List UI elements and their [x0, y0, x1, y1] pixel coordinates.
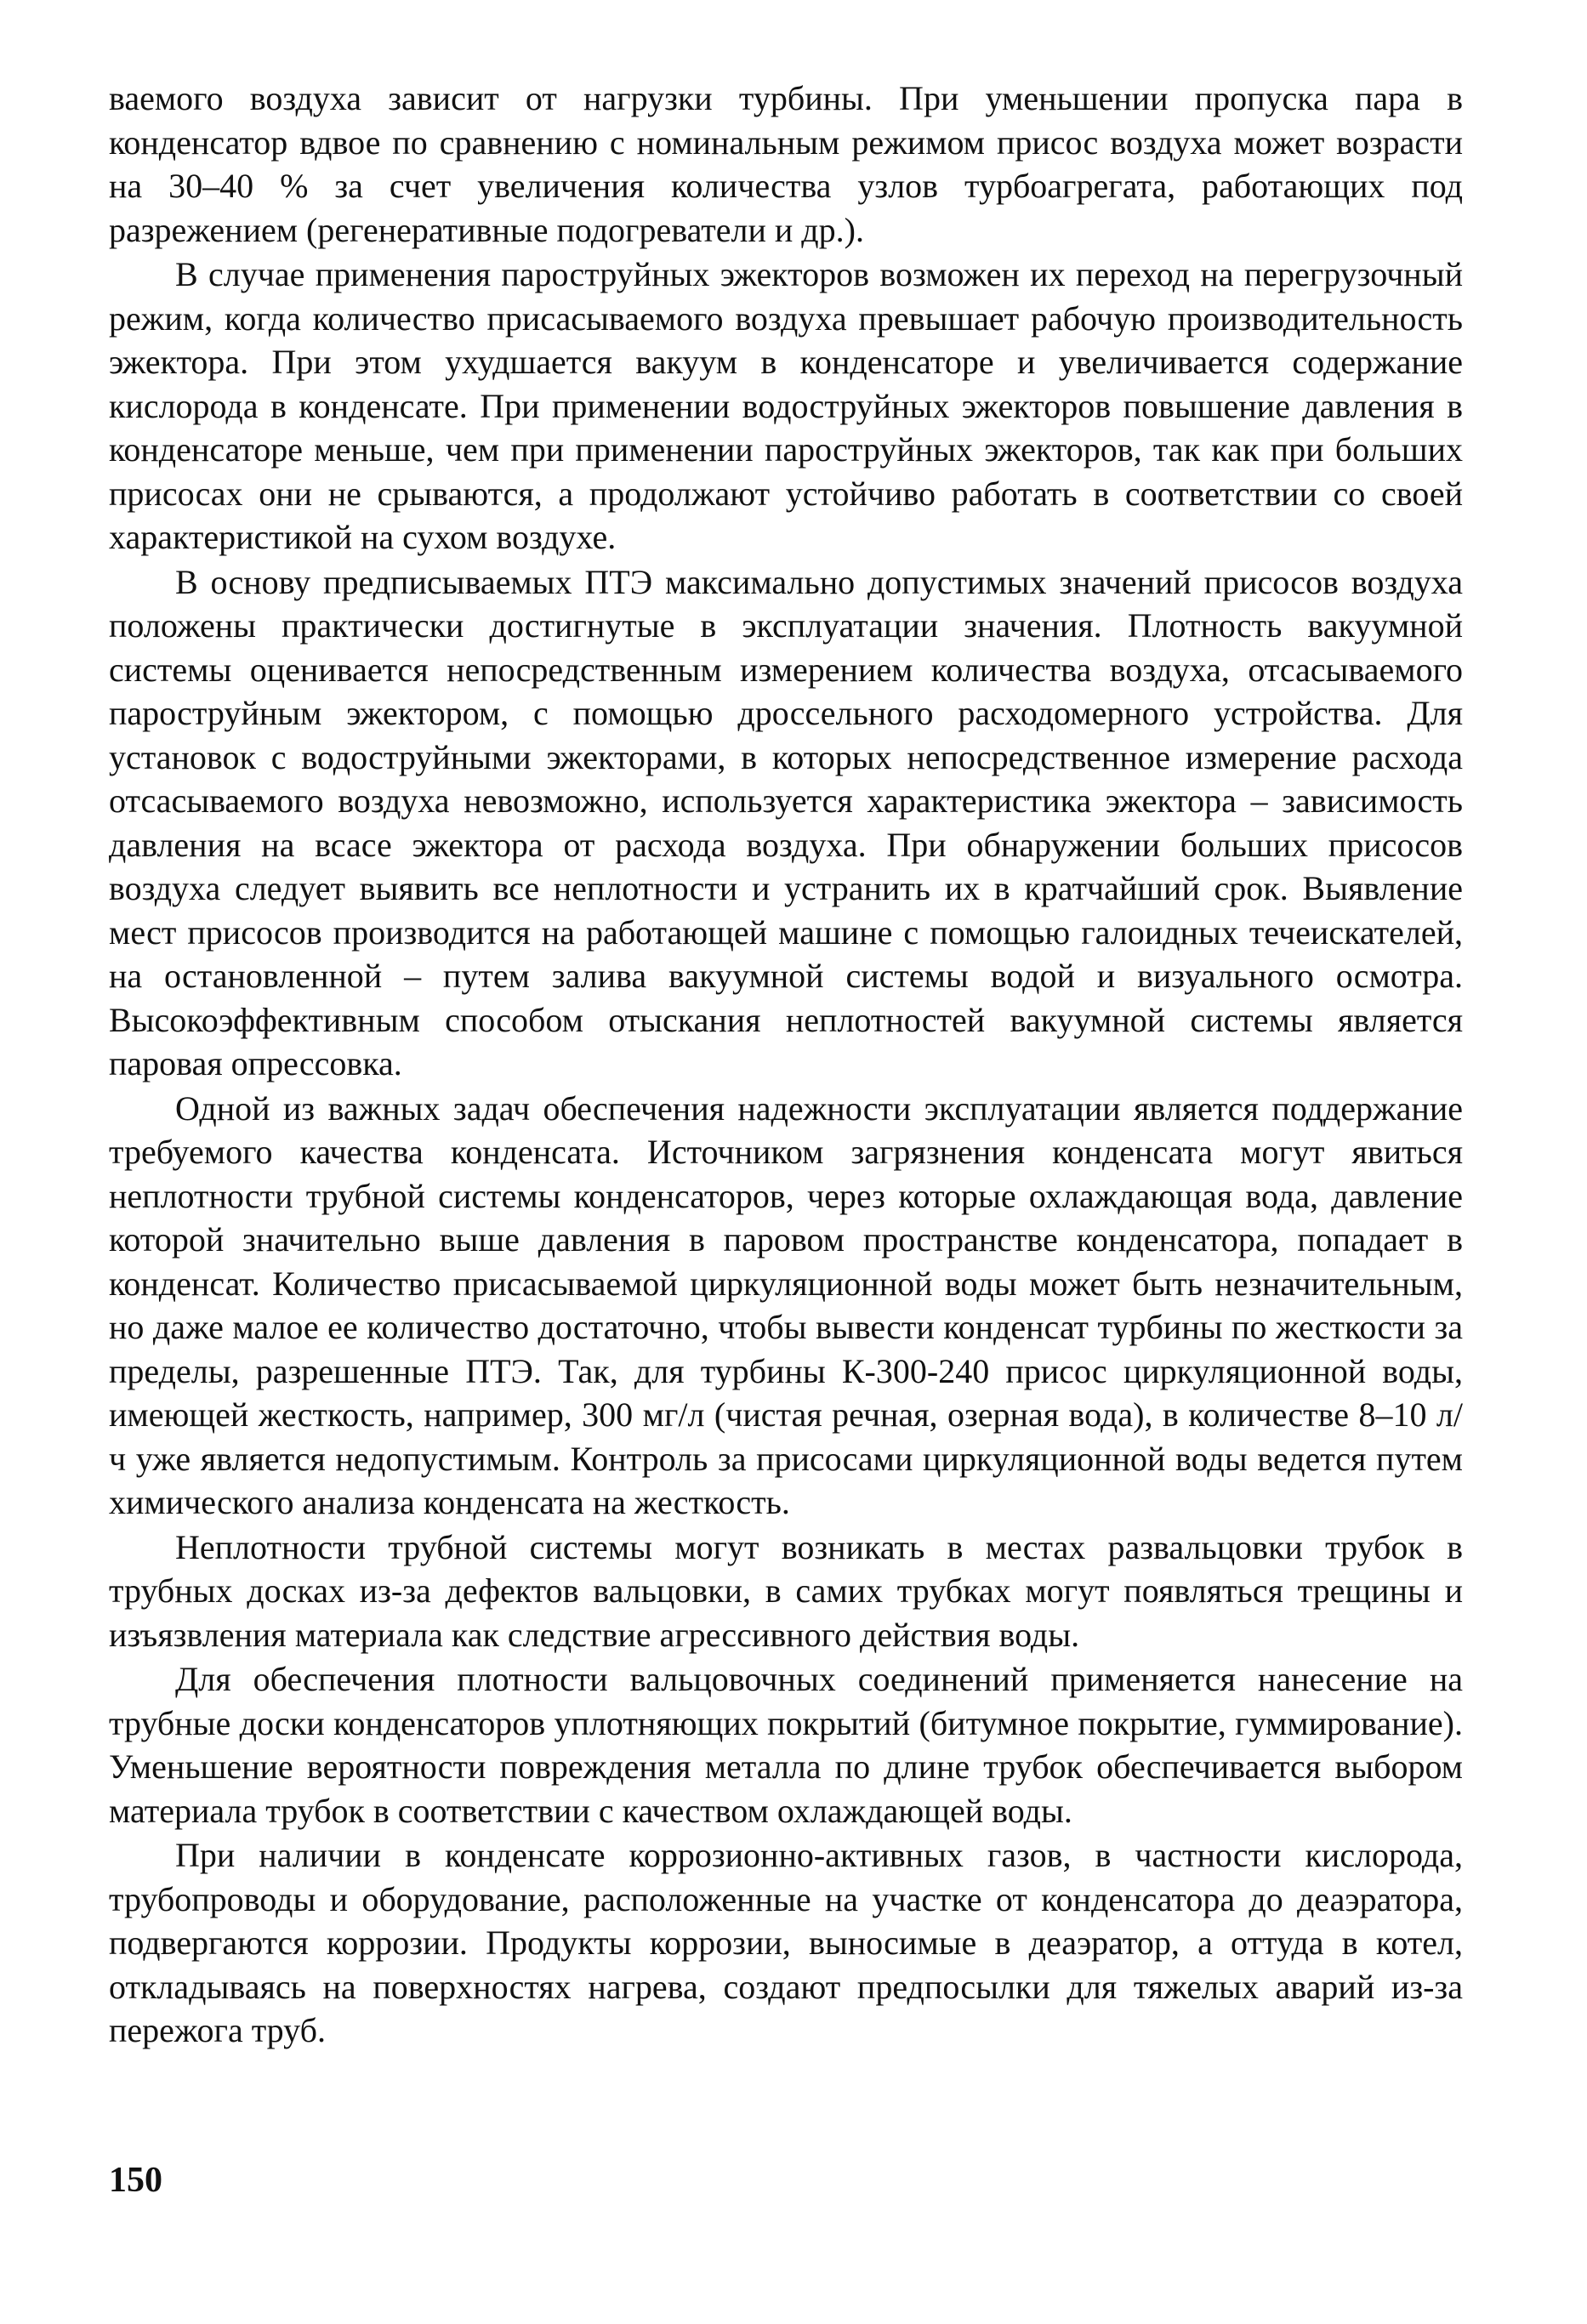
- paragraph-corrosion: При наличии в конденсате коррозионно-активных газов, в частности кислорода, трубопроводы и оборудование, расположенные на участке от конденсатора до деаэратора, подвергаются коррозии. Продукты коррозии, выносимые в деаэратор, а оттуда в котел, откладываясь на поверхностях нагрева, создают предпосылки для тяжелых аварий из-за пережога труб.: [109, 1836, 1463, 2049]
- paragraph-tube-leaks: Неплотности трубной системы могут возникать в местах развальцовки трубок в трубных досках из-за дефектов вальцовки, в самих трубках могут появляться трещины и изъязвления материала как следствие агрессивного действия воды.: [109, 1527, 1463, 1654]
- page-body: [109, 77, 1463, 2053]
- paragraph-sealing-coatings: Для обеспечения плотности вальцовочных соединений применяется нанесение на трубные доски конденсаторов уплотняющих покрытий (битумное покрытие, гуммирование). Уменьшение вероятности повреждения металла по длине трубок обеспечивается выбором материала трубок в соответствии с качеством охлаждающей воды.: [109, 1660, 1463, 1830]
- paragraph-continuation: ваемого воздуха зависит от нагрузки турбины. При уменьшении пропуска пара в конденсатор вдвое по сравнению с номинальным режимом присос воздуха может возрасти на 30–40 % за счет увеличения количества узлов турбоагрегата, работающих под разрежением (регенеративные подогреватели и др.).: [109, 79, 1463, 249]
- paragraph-ejectors: В случае применения пароструйных эжекторов возможен их переход на перегрузочный режим, когда количество присасываемого воздуха превышает рабочую производительность эжектора. При этом ухудшается вакуум в конденсаторе и увеличивается содержание кислорода в конденсате. При применении водоструйных эжекторов повышение давления в конденсаторе меньше, чем при применении пароструйных эжекторов, так как при больших присосах они не срываются, а продолжают устойчиво работать в соответствии со своей характеристикой на сухом воздухе.: [109, 255, 1463, 556]
- paragraph-condensate-quality: Одной из важных задач обеспечения надежности эксплуатации является поддержание требуемого качества конденсата. Источником загрязнения конденсата могут явиться неплотности трубной системы конденсаторов, через которые охлаждающая вода, давление которой значительно выше давления в паровом пространстве конденсатора, попадает в конденсат. Количество присасываемой циркуляционной воды может быть незначительным, но даже малое ее количество достаточно, чтобы вывести конденсат турбины по жесткости за пределы, разрешенные ПТЭ. Так, для турбины К-300-240 присос циркуляционной воды, имеющей жесткость, например, 300 мг/л (чистая речная, озерная вода), в количестве 8–10 л/ч уже является недопустимым. Контроль за присосами циркуляционной воды ведется путем химического анализа конденсата на жесткость.: [109, 1088, 1463, 1521]
- page-number: 150: [109, 2161, 162, 2200]
- paragraph-pte-air-leaks: В основу предписываемых ПТЭ максимально допустимых значений присосов воздуха положены практически достигнутые в эксплуатации значения. Плотность вакуумной системы оценивается непосредственным измерением количества воздуха, отсасываемого пароструйным эжектором, с помощью дроссельного расходомерного устройства. Для установок с водоструйными эжекторами, в которых непосредственное измерение расхода отсасываемого воздуха невозможно, используется характеристика эжектора – зависимость давления на всасе эжектора от расхода воздуха. При обнаружении больших присосов воздуха следует выявить все неплотности и устранить их в кратчайший срок. Выявление мест присосов производится на работающей машине с помощью галоидных течеискателей, на остановленной – путем залива вакуумной системы водой и визуального осмотра. Высокоэффективным способом отыскания неплотностей вакуумной системы является паровая опрессовка.: [109, 562, 1463, 1082]
